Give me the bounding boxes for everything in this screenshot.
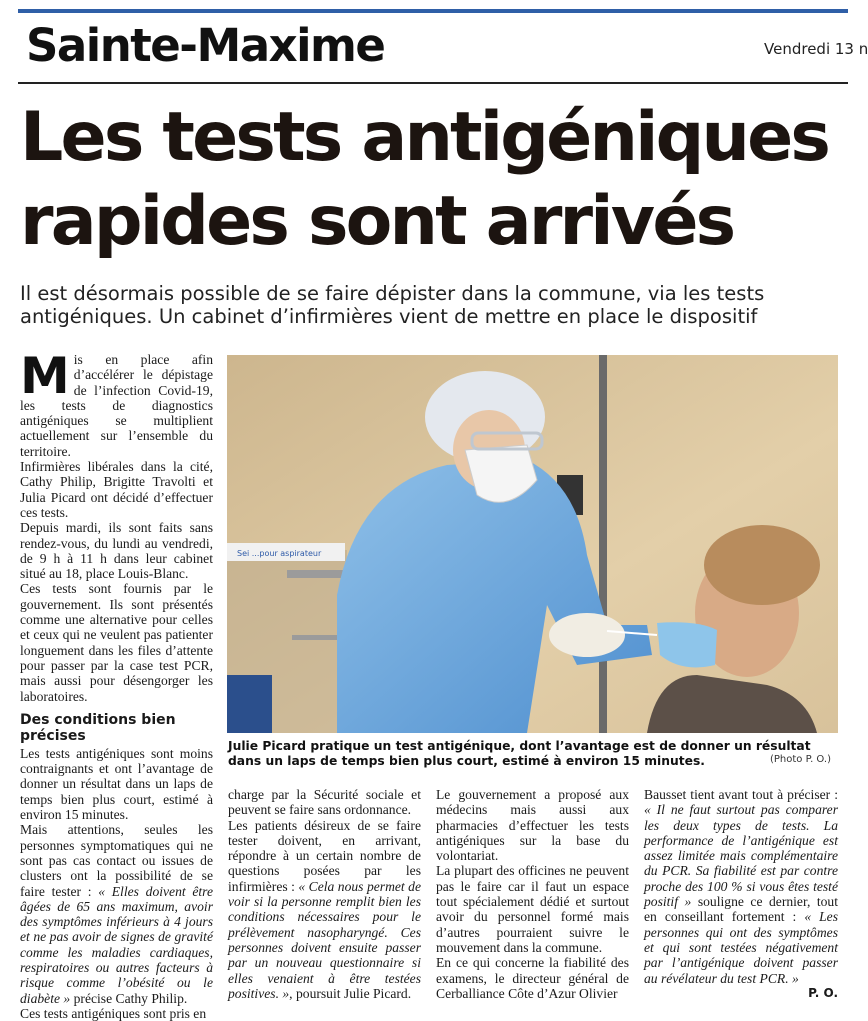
issue-date: Vendredi 13 n (764, 40, 868, 58)
section-title: Sainte-Maxime (26, 19, 385, 72)
paragraph-text: Mais attentions, seules les personnes symptomatiques qui ne sont pas cas contact ou issues de clusters ont la possibilité de se faire tester : (20, 822, 213, 899)
article-column-3 (436, 787, 629, 1001)
paragraph-text: , poursuit Julie Picard. (289, 985, 412, 1001)
deck-line-1: Il est désormais possible de se faire dépister dans la commune, via les tests (20, 282, 765, 305)
article-column-1 (20, 347, 213, 1021)
paragraph (20, 347, 213, 459)
paragraph: La plupart des officines ne peuvent pas le faire car il faut un espace tout spécialement dédié et surtout avoir du personnel formé mais d’autres pourraient suivre le mouvement dans la commune. (436, 863, 629, 955)
caption-text: Julie Picard pratique un test antigénique, dont l’avantage est de donner un résultat dans un laps de temps bien plus court, estimé à environ 15 minutes. (228, 739, 811, 768)
photo-caption (228, 739, 840, 769)
paragraph: En ce qui concerne la fiabilité des examens, le directeur général de Cerballiance Côte d’Azur Olivier (436, 955, 629, 1001)
article-headline (20, 96, 848, 264)
paragraph: Le gouvernement a proposé aux médecins mais aussi aux pharmacies d’effectuer les tests antigéniques sur la base du volontariat. (436, 787, 629, 864)
paragraph: Depuis mardi, ils sont faits sans rendez-vous, du lundi au vendredi, de 9 h à 11 h dans leur cabinet situé au 18, place Louis-Blanc. (20, 520, 213, 582)
headline-line-1: Les tests antigéniques (20, 98, 829, 177)
paragraph: Les tests antigéniques sont moins contraignants et ont l’avantage de donner un résultat dans un laps de temps bien plus court, estimé à environ 15 minutes. (20, 745, 213, 823)
drop-cap: M (20, 347, 70, 405)
article-column-4 (644, 787, 838, 1001)
paragraph (20, 822, 213, 1006)
paragraph-text: souligne ce dernier, tout en conseillant fortement : (644, 894, 839, 925)
box-label: Sei ...pour aspirateur (237, 549, 322, 558)
paragraph: charge par la Sécurité sociale et peuvent se faire sans ordonnance. (228, 787, 421, 818)
quote-text: « Il ne faut surtout pas comparer les deux types de tests. La performance de l’antigénique est assez limitée mais complémentaire du PCR. Sa fiabilité est par contre proche des 100 % si vous êtes testé positif » (644, 802, 838, 910)
paragraph: Ces tests sont fournis par le gouvernement. Ils sont présentés comme une alternative pour celles et ceux qui ne veulent pas patienter longuement dans les files d’attente pour passer par la case test PCR, mais aussi pour désengorger les laboratoires. (20, 581, 213, 704)
author-signature: P. O. (808, 985, 838, 1000)
quote-text: « Elles doivent être âgées de 65 ans maximum, avoir des symptômes inférieurs à 4 jours et ne pas avoir de signes de gravité comme les maladies cardiaques, respiratoires ou autres facteurs à risque comme l’obésité ou le diabète » (20, 883, 213, 1006)
article-column-2 (228, 787, 421, 1001)
paragraph: Infirmières libérales dans la cité, Cathy Philip, Brigitte Travolti et Julia Picard ont décidé d’effectuer ces tests. (20, 459, 213, 520)
headline-line-2: rapides sont arrivés (20, 182, 734, 261)
paragraph-text: Les patients désireux de se faire tester doivent, en arrivant, répondre à un certain nombre de questions posées par les infirmières : (228, 817, 421, 894)
article-deck (20, 282, 840, 328)
nurse-testing-patient-illustration (227, 355, 838, 733)
paragraph-text: précise Cathy Philip. (70, 990, 188, 1006)
deck-line-2: antigéniques. Un cabinet d’infirmières vient de mettre en place le dispositif (20, 305, 758, 328)
top-accent-bar (18, 9, 848, 13)
paragraph-text: is en place afin d’accélérer le dépistage de l’infection Covid-19, les tests de diagnostics antigéniques se multiplient actuellement sur l’ensemble du territoire. (20, 352, 213, 459)
quote-text: « Les personnes qui ont des symptômes et qui sont testées négativement par l’antigénique doivent passer au révélateur du test PCR. » (644, 909, 838, 986)
header-rule (18, 82, 848, 84)
paragraph: Ces tests antigéniques sont pris en (20, 1005, 207, 1021)
article-photo (227, 355, 838, 733)
quote-text: « Cela nous permet de voir si la personne remplit bien les conditions nécessaires pour le prélèvement nasopharyngé. Ces personnes doivent ensuite passer par un nouveau questionnaire si elles venaient à être testées positives. » (228, 878, 422, 1001)
subheading: Des conditions bien précises (20, 711, 176, 744)
photo-credit: (Photo P. O.) (770, 754, 831, 765)
paragraph (644, 787, 838, 986)
paragraph (228, 818, 421, 1002)
paragraph-text: Bausset tient avant tout à préciser : (644, 787, 838, 802)
